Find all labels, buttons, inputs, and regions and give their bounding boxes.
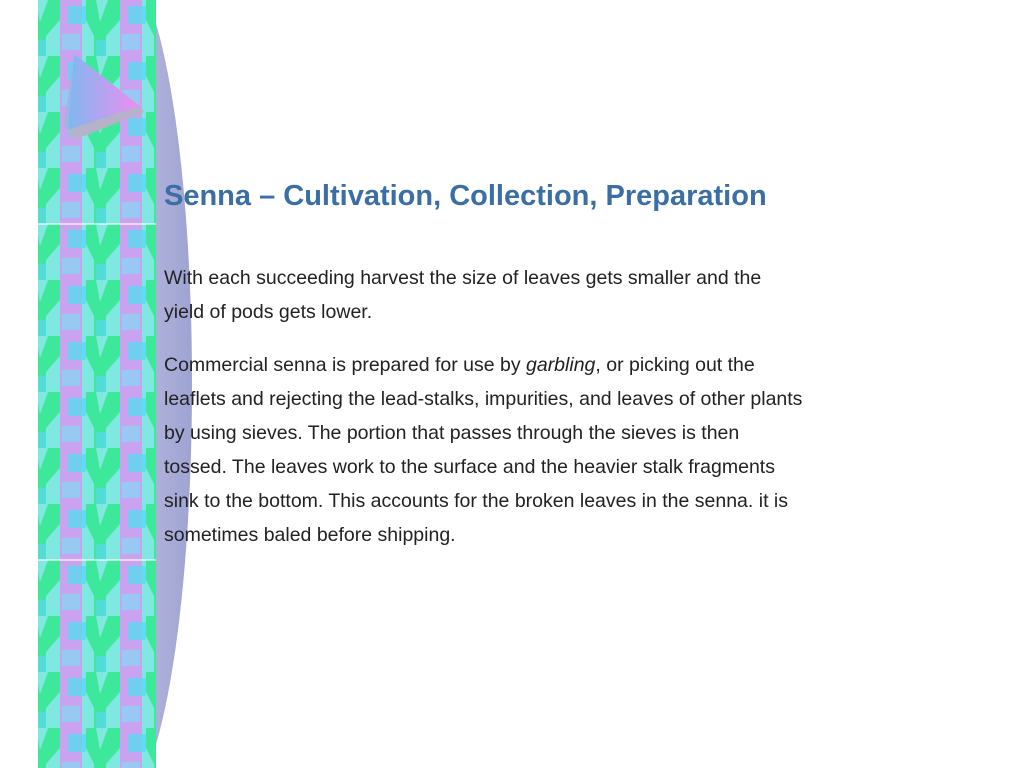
paragraph-harvest	[164, 261, 924, 329]
paragraph-line: tossed. The leaves work to the surface and the heavier stalk fragments	[164, 456, 775, 478]
paragraph-line: leaflets and rejecting the lead-stalks, impurities, and leaves of other plants	[164, 388, 803, 410]
paragraph-line: by using sieves. The portion that passes through the sieves is then	[164, 422, 740, 444]
paragraph-preparation	[164, 348, 924, 552]
paragraph-line: Commercial senna is prepared for use by	[164, 354, 526, 376]
slide-content	[164, 176, 924, 552]
paragraph-line: , or picking out the	[595, 354, 755, 376]
garbling-term: garbling	[526, 354, 596, 376]
slide-title: Senna – Cultivation, Collection, Preparation	[164, 180, 767, 212]
paragraph-line: With each succeeding harvest the size of leaves gets smaller and the	[164, 267, 762, 289]
paragraph-line: sometimes baled before shipping.	[164, 524, 456, 546]
paragraph-line: yield of pods gets lower.	[164, 301, 373, 323]
paragraph-line: sink to the bottom. This accounts for the broken leaves in the senna. it is	[164, 490, 788, 512]
triangle-logo-icon	[60, 52, 146, 144]
